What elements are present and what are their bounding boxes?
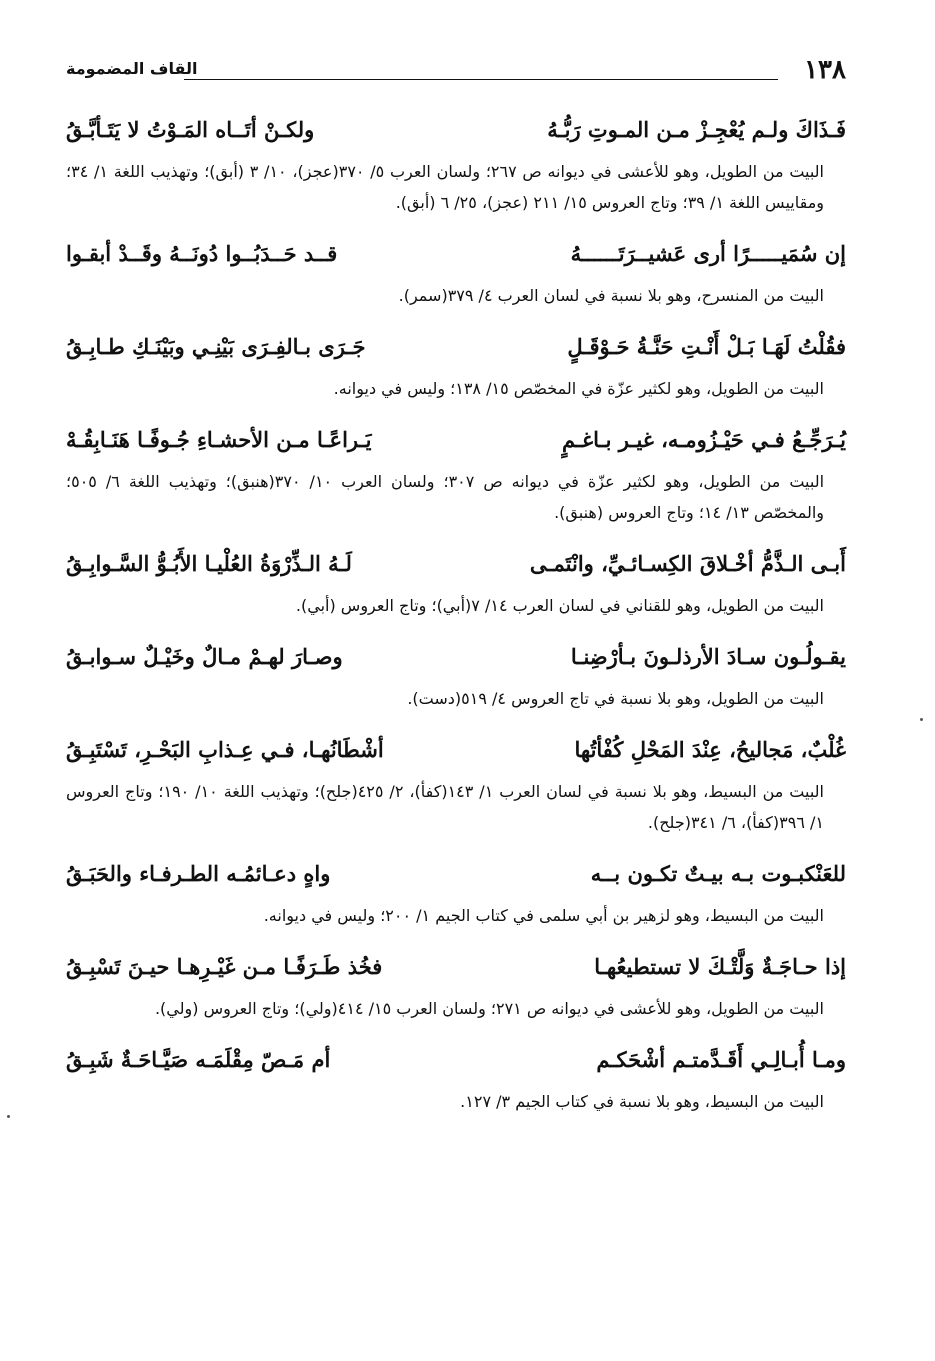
scan-speck <box>7 1115 10 1118</box>
first-hemistich: فقُلْتُ لَهَـا بَـلْ أَنْـتِ حَنَّـةُ حَـوْقَـلٍ <box>567 334 846 359</box>
second-hemistich: أم مَـصّ مِقْلَمَـه صَيَّـاحَـةٌ شَبِـقُ <box>66 1047 331 1072</box>
second-hemistich: وصـارَ لهـمْ مـالٌ وخَيْـلٌ سـوابـقُ <box>66 644 343 669</box>
verse-entry <box>66 228 846 311</box>
first-hemistich: يقـولُـون سـادَ الأرذلـونَ بـأرْضِنـا <box>570 644 846 669</box>
verse-citation: البيت من البسيط، وهو بلا نسبة في لسان العرب ١/ ١٤٣(كفأ)، ٢/ ٤٢٥(جلح)؛ وتهذيب اللغة ١٠/ ١٩٠؛ وتاج العروس ١/ ٣٩٦(كفأ)، ٦/ ٣٤١(جلح). <box>66 782 824 832</box>
verse-entry <box>66 321 846 404</box>
verse-entry <box>66 414 846 528</box>
verse-entry <box>66 941 846 1024</box>
verse-line <box>66 228 846 280</box>
page-number: ١٣٨ <box>804 55 846 85</box>
verse-citation: البيت من الطويل، وهو بلا نسبة في تاج العروس ٤/ ٥١٩(دست). <box>407 689 824 708</box>
verse-entry <box>66 538 846 621</box>
verse-line <box>66 941 846 993</box>
verse-citation: البيت من الطويل، وهو للأعشى في ديوانه ص ٢٧١؛ ولسان العرب ١٥/ ٤١٤(ولي)؛ وتاج العروس (ولي). <box>154 999 824 1018</box>
verse-citation: البيت من الطويل، وهو لكثير عزّة في ديوانه ص ٣٠٧؛ ولسان العرب ١٠/ ٣٧٠(هنبق)؛ وتهذيب اللغة ٦/ ٥٠٥؛ والمخصّص ١٣/ ١٤؛ وتاج العروس (هنبق). <box>66 472 825 522</box>
second-hemistich: يَـراعًـا مـن الأحشـاءِ جُـوفًـا هَنَـابِقُـهْ <box>66 427 372 452</box>
first-hemistich: غُلْبٌ، مَجاليحُ، عِنْدَ المَحْلِ كُفْأتُها <box>574 737 846 762</box>
header-rule <box>184 79 778 80</box>
verse-citation: البيت من الطويل، وهو لكثير عزّة في المخصّص ١٥/ ١٣٨؛ وليس في ديوانه. <box>333 379 824 398</box>
verse-entry <box>66 1034 846 1117</box>
verse-line <box>66 724 846 776</box>
first-hemistich: إن سُمَيـــــرًا أرى عَشيــرَتَــــــهُ <box>570 241 846 266</box>
verse-citation: البيت من الطويل، وهو للقناني في لسان العرب ١٤/ ٧(أبي)؛ وتاج العروس (أبي). <box>295 596 824 615</box>
verse-entry <box>66 631 846 714</box>
verse-entries <box>66 104 846 1127</box>
verse-line <box>66 538 846 590</box>
first-hemistich: فَـذَاكَ ولـم يُعْجِـزْ مـن المـوتِ رَبُّـهُ <box>547 117 846 142</box>
verse-line <box>66 1034 846 1086</box>
verse-citation: البيت من الطويل، وهو للأعشى في ديوانه ص ٢٦٧؛ ولسان العرب ٥/ ٣٧٠(عجز)، ١٠/ ٣ (أبق)؛ وتهذيب اللغة ١/ ٣٤؛ ومقاييس اللغة ١/ ٣٩؛ وتاج العروس ١٥/ ٢١١ (عجز)، ٢٥/ ٦ (أبق). <box>66 162 825 212</box>
verse-line <box>66 848 846 900</box>
verse-entry <box>66 724 846 838</box>
first-hemistich: يُـرَجِّـعُ فـي حَيْـزُومـه، غيـر بـاغـمٍ <box>561 427 846 452</box>
first-hemistich: ومـا أُبـالِـي أَقَـدَّمتـم أشْحَكـم <box>596 1047 846 1072</box>
second-hemistich: ولكـنْ أتَــاه المَـوْتُ لا يَتَـأبَّـقُ <box>66 117 315 142</box>
second-hemistich: فخُذ طَـرَفًـا مـن غَيْـرِهـا حيـنَ تَسْبِـقُ <box>66 954 383 979</box>
second-hemistich: أشْطَانُهـا، فـي عِـذابِ البَحْـرِ، تَسْتَبِـقُ <box>66 737 384 762</box>
verse-citation: البيت من البسيط، وهو بلا نسبة في كتاب الجيم ٣/ ١٢٧. <box>460 1092 824 1111</box>
second-hemistich: واهٍ دعـائمُـه الطـرفـاء والحَبَـقُ <box>66 861 331 886</box>
verse-line <box>66 631 846 683</box>
section-title: القاف المضمومة <box>66 59 198 78</box>
running-header <box>66 52 846 88</box>
verse-entry <box>66 104 846 218</box>
first-hemistich: أَبـى الـذَّمُّ أخْـلاقَ الكِسـائـيِّ، وانْتَمـى <box>529 551 846 576</box>
verse-citation: البيت من المنسرح، وهو بلا نسبة في لسان العرب ٤/ ٣٧٩(سمر). <box>398 286 824 305</box>
verse-line <box>66 414 846 466</box>
verse-citation: البيت من البسيط، وهو لزهير بن أبي سلمى في كتاب الجيم ١/ ٢٠٠؛ وليس في ديوانه. <box>263 906 824 925</box>
first-hemistich: إذا حـاجَـةٌ وَلَّتْـكَ لا تستطيعُهـا <box>594 954 846 979</box>
first-hemistich: للعَنْكبـوت بـه بيـتٌ تكـون بــه <box>590 861 846 886</box>
verse-entry <box>66 848 846 931</box>
verse-line <box>66 104 846 156</box>
scan-speck <box>920 718 923 721</box>
second-hemistich: جَـرَى بـالفِـرَى بَيْنِـي وبَيْنَـكِ طـابِـقُ <box>66 334 366 359</box>
verse-line <box>66 321 846 373</box>
second-hemistich: قــد حَــدَبُــوا دُونَــهُ وقَــدْ أبقـوا <box>66 241 338 266</box>
second-hemistich: لَـهُ الـذِّرْوَةُ العُلْيـا الأَبُـوُّ السَّـوابِـقُ <box>66 551 352 576</box>
